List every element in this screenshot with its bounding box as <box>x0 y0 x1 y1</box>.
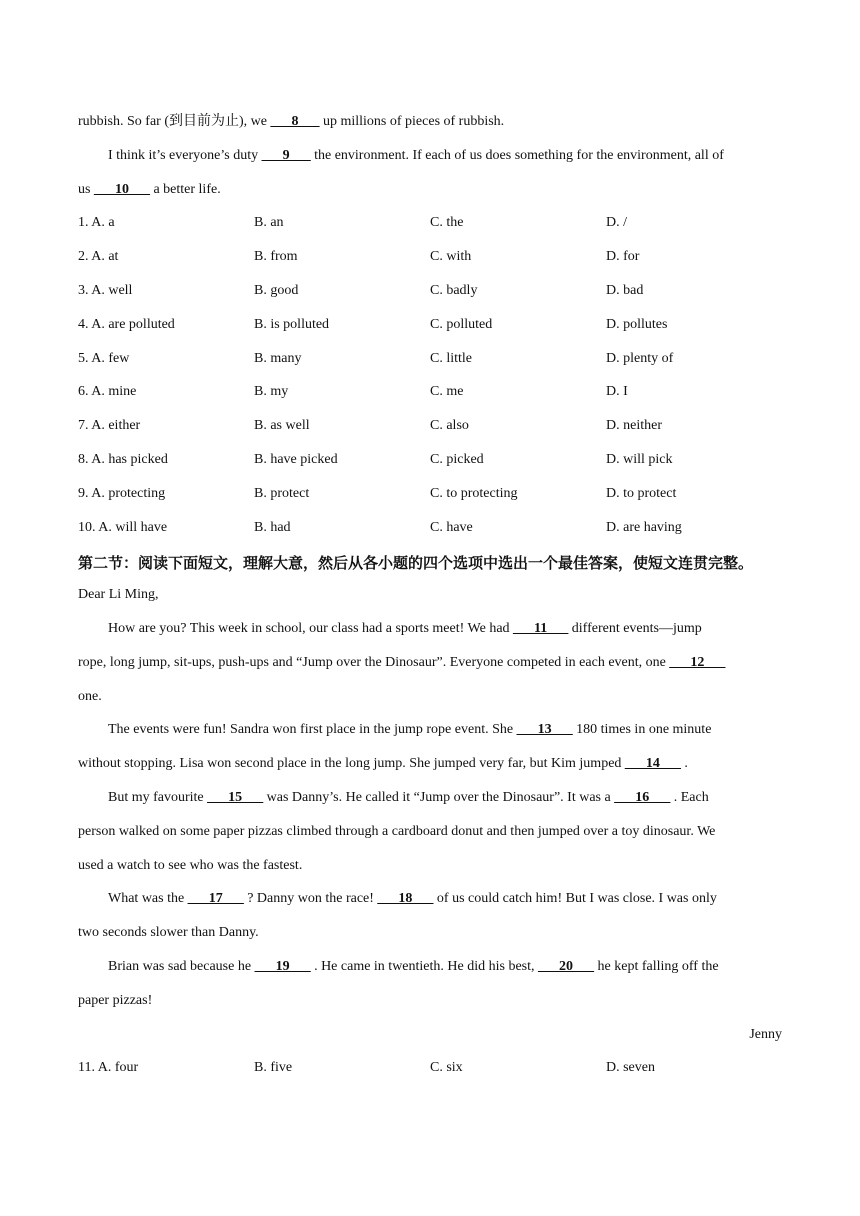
option-c: C. badly <box>430 282 478 298</box>
letter-line: Brian was sad because he ___19___ . He came in twentieth. He did his best, ___20___ he kept falling off the <box>108 958 719 974</box>
option-c: C. have <box>430 519 473 535</box>
option-a: 5. A. few <box>78 350 130 366</box>
letter-line: But my favourite ___15___ was Danny’s. He called it “Jump over the Dinosaur”. It was a ___16___ . Each <box>108 789 709 805</box>
options-list-1 <box>78 209 782 547</box>
option-d: D. seven <box>606 1060 655 1076</box>
option-d: D. / <box>606 215 627 231</box>
option-b: B. my <box>254 384 289 400</box>
option-c: C. also <box>430 418 469 434</box>
letter-line: What was the ___17___ ? Danny won the race! ___18___ of us could catch him! But I was close. I was only <box>108 891 717 907</box>
option-b: B. had <box>254 519 291 535</box>
option-c: C. picked <box>430 451 484 467</box>
option-d: D. for <box>606 249 640 265</box>
blank-9: ___9___ <box>261 147 311 163</box>
option-d: D. plenty of <box>606 350 674 366</box>
option-c: C. me <box>430 384 464 400</box>
option-c: C. to protecting <box>430 485 518 501</box>
section-heading: 第二节：阅读下面短文，理解大意，然后从各小题的四个选项中选出一个最佳答案，使短文连贯完整。 <box>78 554 754 573</box>
option-a: 1. A. a <box>78 215 115 231</box>
passage-line: us ___10___ a better life. <box>78 181 221 197</box>
letter-line: one. <box>78 688 102 704</box>
blank-16: ___16___ <box>614 789 671 805</box>
option-d: D. are having <box>606 519 682 535</box>
option-a: 7. A. either <box>78 418 141 434</box>
option-a: 11. A. four <box>78 1060 139 1076</box>
blank-10: ___10___ <box>93 181 150 197</box>
option-b: B. from <box>254 249 298 265</box>
option-a: 2. A. at <box>78 249 119 265</box>
option-c: C. six <box>430 1060 463 1076</box>
option-a: 4. A. are polluted <box>78 316 175 332</box>
option-b: B. as well <box>254 418 310 434</box>
option-a: 6. A. mine <box>78 384 137 400</box>
letter-greeting: Dear Li Ming, <box>78 587 159 603</box>
option-b: B. have picked <box>254 451 338 467</box>
blank-11: ___11___ <box>513 620 569 636</box>
question-row <box>78 311 782 345</box>
option-b: B. good <box>254 282 299 298</box>
question-row <box>78 514 782 548</box>
blank-15: ___15___ <box>207 789 264 805</box>
letter-line: The events were fun! Sandra won first place in the jump rope event. She ___13___ 180 times in one minute <box>108 722 712 738</box>
question-row <box>78 1054 782 1088</box>
letter-signature: Jenny <box>749 1026 782 1042</box>
option-a: 9. A. protecting <box>78 485 166 501</box>
blank-13: ___13___ <box>516 722 573 738</box>
blank-8: ___8___ <box>270 114 320 129</box>
blank-18: ___18___ <box>377 891 434 907</box>
option-c: C. little <box>430 350 472 366</box>
passage-line: rubbish. So far (到目前为止), we ___8___ up millions of pieces of rubbish. <box>78 114 505 129</box>
blank-14: ___14___ <box>624 756 681 772</box>
blank-12: ___12___ <box>669 654 726 670</box>
question-row <box>78 378 782 412</box>
option-a: 10. A. will have <box>78 519 168 535</box>
option-d: D. will pick <box>606 451 673 467</box>
question-row <box>78 277 782 311</box>
question-row <box>78 412 782 446</box>
letter-line: without stopping. Lisa won second place in the long jump. She jumped very far, but Kim jumped ___14___ . <box>78 756 688 772</box>
option-c: C. polluted <box>430 316 493 332</box>
letter-line: paper pizzas! <box>78 992 153 1008</box>
option-d: D. pollutes <box>606 316 668 332</box>
option-d: D. I <box>606 384 628 400</box>
option-d: D. to protect <box>606 485 677 501</box>
option-d: D. neither <box>606 418 662 434</box>
blank-19: ___19___ <box>254 958 311 974</box>
option-b: B. five <box>254 1060 293 1076</box>
option-b: B. protect <box>254 485 310 501</box>
option-b: B. an <box>254 215 284 231</box>
blank-20: ___20___ <box>538 958 595 974</box>
letter-line: two seconds slower than Danny. <box>78 925 259 941</box>
letter-line: person walked on some paper pizzas climbed through a cardboard donut and then jumped over a toy dinosaur. We <box>78 823 716 839</box>
question-row <box>78 345 782 379</box>
letter-line: rope, long jump, sit-ups, push-ups and “Jump over the Dinosaur”. Everyone competed in each event, one ___12___ <box>78 654 726 670</box>
question-row <box>78 446 782 480</box>
option-c: C. with <box>430 249 472 265</box>
option-a: 8. A. has picked <box>78 451 168 467</box>
blank-17: ___17___ <box>187 891 244 907</box>
option-d: D. bad <box>606 282 644 298</box>
letter-line: used a watch to see who was the fastest. <box>78 857 303 873</box>
question-row <box>78 243 782 277</box>
question-row <box>78 209 782 243</box>
option-a: 3. A. well <box>78 282 133 298</box>
document-page <box>78 108 782 1088</box>
option-c: C. the <box>430 215 464 231</box>
option-b: B. is polluted <box>254 316 330 332</box>
option-b: B. many <box>254 350 302 366</box>
letter-line: How are you? This week in school, our class had a sports meet! We had ___11___ different events—jump <box>108 620 702 636</box>
passage-line: I think it’s everyone’s duty ___9___ the environment. If each of us does something for the environment, all of <box>108 147 724 163</box>
question-row <box>78 480 782 514</box>
